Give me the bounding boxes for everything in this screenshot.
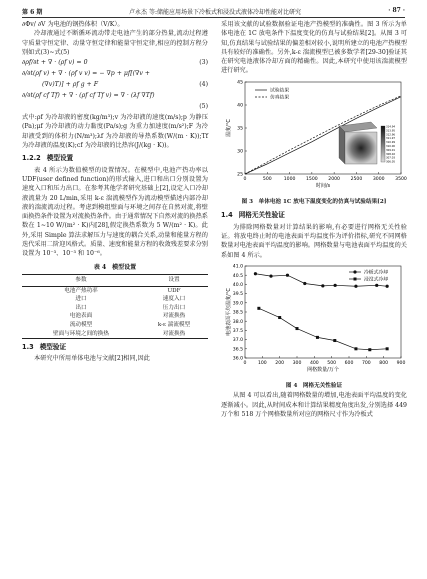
y-tick-label: 38.5 [232,310,243,316]
data-point [278,316,281,319]
plot-frame [245,82,401,174]
section-heading-1-3: 1.3 模型验证 [22,343,67,352]
table-row [22,295,208,304]
data-point [257,307,260,310]
equation-3: ∂ρf/∂t + ∇ · (ρf v) = 0 (3) [22,59,208,67]
x-axis-label: 时间/s [315,182,331,189]
paragraph-mesh: 为排除网格数量对计算结果的影响,有必要进行网格无关性验证。将放电终止时的电池表面平均温度作为评价指标,研究不同网格数量对电池表面平均温度的影响。网格数量与电池表面平均温度的关系如图 4 所示。 [221,223,407,259]
legend-marker [353,270,356,273]
series-line-0 [245,97,401,174]
colorbar-tick-label: 313.95 [386,129,396,133]
table-4-model-settings [22,274,208,339]
figure-4-caption: 图 4 网格无关性验证 [285,383,343,390]
inset-cell-top [339,122,377,132]
data-point [354,347,357,350]
legend-label: 浸没式冷却 [364,277,388,283]
table-cell: 进口 [75,296,87,303]
inset-cell-front [345,132,377,164]
table-row [22,330,208,339]
data-point [386,284,389,287]
data-point [334,284,337,287]
x-tick-label: 400 [309,360,319,366]
table-row [22,312,208,321]
table-header-0: 参数 [22,274,140,286]
y-tick-label: 37.0 [232,338,243,344]
y-tick-label: 40.0 [232,282,243,288]
y-tick-label: 36.0 [232,356,243,362]
data-point [286,273,289,276]
x-tick-label: 1000 [283,176,296,182]
heat-capacity-fraction: ∂Φv/ ∂V [22,21,46,28]
equation-5: ∂/∂t(ρf cf Tf) + ∇ · (ρf cf Tf v) = ∇ · (λf ∇Tf) [22,92,155,100]
y-tick-label: 37.5 [232,328,243,334]
x-tick-label: 900 [396,360,406,366]
inset-cell-side [339,126,345,164]
battery-temperature-contour-inset [339,122,395,164]
running-title: 卢永杰 等:储能应用场景下冷板式和浸没式液体冷却性能对比研究 [129,9,301,16]
data-point [321,284,324,287]
figure-3 [221,76,407,208]
figure-4-chart [221,260,407,378]
x-tick-label: 300 [292,360,302,366]
paragraph-mesh-conclusion: 从图 4 可以看出,随着网格数量的增加,电池表面平均温度的变化逐渐减小。因此,从时间成本和计算结果精度角度出发,分别选择 449 万个和 518 万个网格数量所对应的网格尺寸作为冷板式 [221,392,407,419]
table-cell: 电池表面 [69,313,93,320]
data-point [333,339,336,342]
series-line-1 [259,308,387,349]
table-cell: k-ε 湍流模型 [157,321,191,328]
colorbar-tick-label: 310.00 [386,144,396,148]
table-cell: 对流换热 [140,330,208,339]
colorbar-tick-label: 310.99 [386,140,396,144]
colorbar-tick-label: 306.05 [386,160,396,164]
paragraph-validation-cont: 采用该文献的试验数据验证电池产热模型的准确性。图 3 所示为单体电池在 1C 放电条件下温度变化的仿真与试验结果[2]。从图 3 可知,仿真结果与试验结果的偏差相对较小,说明所建立的电池产热模型具有较好的准确性。另外,k-ε 湍流模型已被多数学者[29-30]验证其在研究电池液体冷却方面的精确性。因此,本研究中使用该湍流模型进行研究。 [221,21,407,75]
y-tick-label: 35 [237,126,243,132]
data-point [269,274,272,277]
y-tick-label: 36.5 [232,347,243,353]
page-header [0,0,427,20]
table-cell: 速度入口 [162,296,186,303]
legend-label: 冷板式冷却 [364,270,388,276]
paragraph-symbols: 式中:ρf 为冷却液的密度(kg/m³);v 为冷却液的速度(m/s);p 为静压(Pa);μf 为冷却液的动力黏度(Pa/s);g 为重力加速度(m/s²);F 为冷却液受到的体积力(N/m³);λf 为冷却液的导热系数(W/(m · K));Tf 为冷却液的温度(K);cf 为冷却液的比热容(J/(kg · K))。 [22,114,208,150]
legend-marker [354,277,357,280]
y-tick-label: 30 [237,149,243,155]
colorbar-tick-label: 314.94 [386,125,396,129]
y-tick-label: 45 [237,80,243,86]
table-row [22,304,208,313]
figure-3-chart [221,76,407,194]
table-4-caption: 表 4 模型设置 [93,263,137,271]
right-column [221,20,407,419]
table-cell: 出口 [75,304,87,311]
figure-3-caption: 图 3 单体电池 1C 放电下温度变化的仿真与试验结果[2] [241,199,387,206]
y-tick-label: 38.0 [232,319,243,325]
y-axis-label: 电池表面平均温度/°C [226,288,232,336]
table-cell: 电池产热功率 [64,287,98,294]
data-point [316,336,319,339]
data-point [386,347,389,350]
table-row [22,286,208,295]
section-heading-1-2-2: 1.2.2 模型设置 [22,154,74,163]
x-tick-label: 0 [243,360,247,366]
data-point [296,327,299,330]
colorbar-tick-label: 312.96 [386,133,396,137]
paragraph-model-setup: 表 4 所示为数值模型的设置情况。在模型中,电池产热功率以 UDF(user defined function)的形式输入,进口和出口分别设置为速度入口和压力出口。在参考其他学者研究基础上[2],设定入口冷却液流量为 20 L/min,采用 k-ε 湍流模型作为流动模型描述内部冷却液的湍流流动过程。考虑到模组壁面与环境之间存在自然对流,将壁面换热条件设置为对流换热条件。由于通常情况下自然对流的换热系数在 1~10 W/(m² · K)内[28],假定换热系数为 5 W/(m² · K)。此外,采用 Simple 算法求解压力与速度的耦合关系,动量和能量方程的迭代采用二阶迎风格式。质量、速度和能量方程的收敛残差要求分别设置为 10⁻³、10⁻³ 和 10⁻⁶。 [22,166,208,258]
equation-4-cont: (∇v)T)] + ρf g + F (4) [42,81,208,89]
colorbar-tick-label: 309.01 [386,148,396,152]
x-tick-label: 700 [361,360,371,366]
table-row [22,321,208,330]
x-tick-label: 500 [262,176,272,182]
x-tick-label: 800 [379,360,389,366]
x-tick-label: 0 [243,176,247,182]
data-point [303,282,306,285]
table-cell: UDF [167,287,181,294]
x-tick-label: 3000 [372,176,385,182]
paragraph-validation: 本研究中所用单体电池与文献[2]相同,因此 [34,355,150,363]
data-point [368,348,371,351]
x-tick-label: 2500 [350,176,363,182]
x-tick-label: 200 [275,360,285,366]
data-point [375,284,378,287]
equation-5-num: (5) [199,103,208,111]
y-tick-label: 41.0 [232,264,243,270]
legend-label: 仿真结果 [270,95,290,101]
colorbar-tick-label: 311.97 [386,136,396,140]
page-number: · 87 · [388,7,405,14]
table-cell: 流动模型 [69,321,93,328]
y-tick-label: 40.5 [232,273,243,279]
x-tick-label: 3500 [395,176,407,182]
data-point [254,272,257,275]
y-tick-label: 25 [237,172,243,178]
section-heading-1-4: 1.4 网格无关性验证 [221,211,285,220]
colorbar-tick-label: 307.03 [386,156,396,160]
table-header-1: 设置 [140,274,208,286]
legend-label: 试验结果 [270,88,290,94]
table-cell: 压力出口 [162,304,186,311]
x-tick-label: 1500 [306,176,318,182]
issue-number: 第 6 期 [22,9,43,16]
equation-4: ∂/∂t(ρf v) + ∇ · (ρf v v) = − ∇p + μf[(∇v + [22,70,150,78]
header-rule [22,17,405,18]
y-tick-label: 39.0 [232,301,243,307]
left-column [22,20,208,364]
paragraph-governing-intro: 冷却液通过不断循环流动带走电池产生的部分热量,流动过程遵守质量守恒定律、动量守恒定律和能量守恒定律,相应的控制方程分别如式(3)~式(5) [22,30,208,56]
table-cell: 对流换热 [162,313,186,320]
y-axis-label: 温度/°C [226,118,232,137]
inset-colorbar [381,126,385,162]
y-tick-label: 40 [237,103,243,109]
x-tick-label: 600 [344,360,354,366]
x-tick-label: 2000 [328,176,340,182]
colorbar-tick-label: 308.02 [386,152,396,156]
figure-4 [221,260,407,392]
y-tick-label: 39.5 [232,292,243,298]
table-cell: 壁面与环境之间的换热 [22,330,140,339]
data-point [354,284,357,287]
x-tick-label: 100 [257,360,267,366]
x-tick-label: 500 [327,360,337,366]
paragraph-heat-capacity: ∂Φv/ ∂V 为电池的钢热体积（V/K）。 [22,21,124,28]
x-axis-label: 网格数量/万个 [307,366,339,373]
